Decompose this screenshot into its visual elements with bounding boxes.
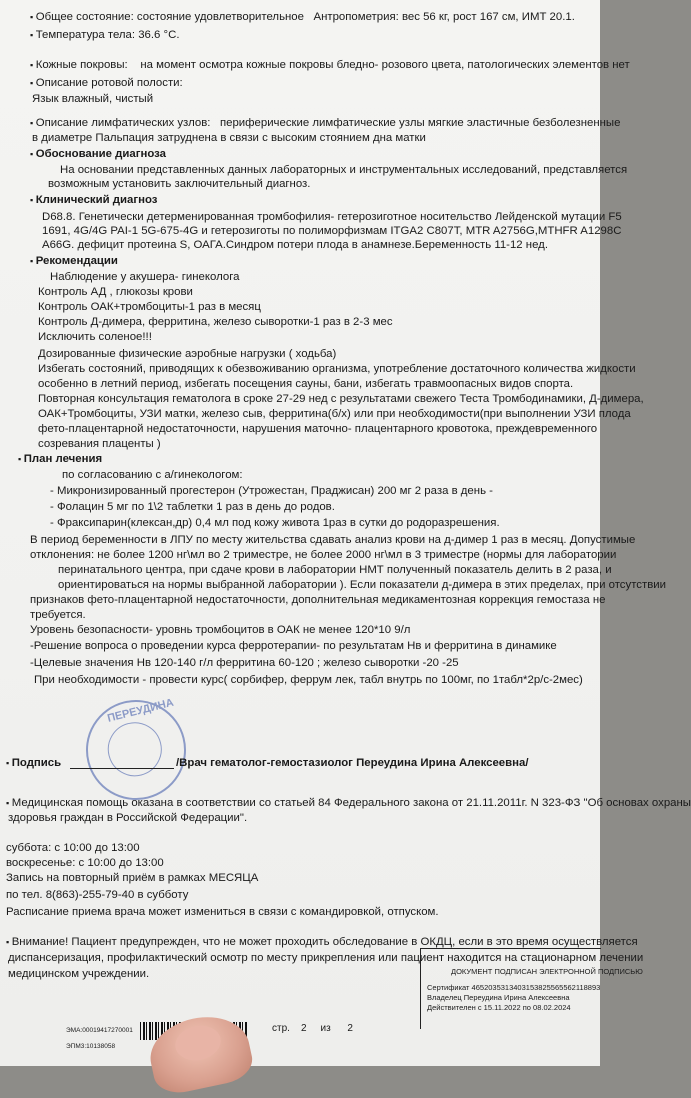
recommendation-item: особенно в летний период, избегать посещения сауны, бани, избегать травмоопасных видов спорта. (38, 378, 574, 390)
clinical-diagnosis-line2: 1691, 4G/4G PAI-1 5G-675-4G и гетерозиготы по полиморфизмам ITGA2 C807T, MTR A2756G,MTHFR A1298C (42, 225, 622, 237)
treatment-item: по согласованию с а/гинекологом: (62, 469, 243, 481)
treatment-item: - Микронизированный прогестерон (Утрожестан, Праджисан) 200 мг 2 раза в день - (50, 485, 493, 497)
recommendation-item: Повторная консультация гематолога в сроке 27-29 нед с результатами свежего Теста Тромбодинамики, Д-димера, (38, 393, 644, 405)
doctor-stamp: ПЕРЕУДИНА (75, 689, 196, 810)
schedule-line: суббота: с 10:00 до 13:00 (6, 842, 140, 854)
signature-label: ▪ Подпись (6, 756, 61, 770)
oral-label: ▪ Описание ротовой полости: (30, 76, 183, 90)
recommendations-title: ▪ Рекомендации (30, 254, 118, 268)
diagnosis-basis-title: ▪ Обоснование диагноза (30, 147, 166, 161)
diagnosis-basis-line2: возможным установить заключительный диагноз. (48, 178, 311, 190)
oral-text: Язык влажный, чистый (32, 93, 154, 105)
schedule-line: воскресенье: с 10:00 до 13:00 (6, 857, 164, 869)
recommendation-item: Контроль ОАК+тромбоциты-1 раз в месяц (38, 301, 261, 313)
treatment-item: Уровень безопасности- уровнь тромбоцитов в ОАК не менее 120*10 9/л (30, 624, 411, 636)
recommendation-item: Наблюдение у акушера- гинеколога (50, 271, 240, 283)
lymph-text-2: в диаметре Пальпация затруднена в связи с высоким стоянием дна матки (32, 132, 426, 144)
recommendation-item: Дозированные физические аэробные нагрузки ( ходьба) (38, 348, 337, 360)
epm-code: ЭПМ3:10138058 (66, 1043, 116, 1050)
law-line-2: здоровья граждан в Российской Федерации". (8, 812, 248, 824)
clinical-diagnosis-line1: D68.8. Генетически детерменированная тромбофилия- гетерозиготное носительство Лейденской мутации F5 (42, 211, 622, 223)
treatment-item: ориентироваться на нормы выбранной лаборатории ). Если показатели д-димера в этих пределах, при отсутствии (58, 579, 666, 591)
recommendation-item: Контроль АД , глюкозы крови (38, 286, 193, 298)
treatment-item: перинатального центра, при сдаче крови в лаборатории НМТ полученный показатель делить в 2 раза, и (58, 564, 612, 576)
emk-code: ЭМА:00019417270001 (66, 1027, 133, 1034)
temperature: ▪ Температура тела: 36.6 °C. (30, 28, 180, 42)
e-signature-owner: Владелец Переудина Ирина Алексеевна (427, 993, 570, 1002)
warning-line-1: ▪ Внимание! Пациент предупрежден, что не может проходить обследование в ОКДЦ, если в это время осуществляется (6, 935, 638, 949)
schedule-line: по тел. 8(863)-255-79-40 в субботу (6, 889, 189, 901)
clinical-diagnosis-line3: A66G. дефицит протеина S, ОАГА.Синдром потери плода в анамнезе.Беременность 11-12 нед. (42, 239, 548, 251)
treatment-item: При необходимости - провести курс( сорбифер, феррум лек, табл внутрь по 100мг, по 1табл*2р/с-2мес) (34, 674, 583, 686)
treatment-item: отклонения: не более 1200 нг\мл во 2 триместре, не более 2000 нг\мл в 3 триместре (нормы для лаборатории (30, 549, 617, 561)
recommendation-item: ОАК+Тромбоциты, УЗИ матки, железо сыв, ферритина(б/х) или при необходимости(при выполнении УЗИ плода (38, 408, 631, 420)
general-state: ▪ Общее состояние: состояние удовлетворительное Антропометрия: вес 56 кг, рост 167 см, ИМТ 20.1. (30, 10, 575, 24)
treatment-item: -Целевые значения Нв 120-140 г/л ферритина 60-120 ; железо сыворотки -20 -25 (30, 657, 459, 669)
doctor-name: /Врач гематолог-гемостазиолог Переудина Ирина Алексеевна/ (176, 757, 529, 769)
treatment-item: признаков фето-плацентарной недостаточности, дополнительная медикаментозная коррекция гемостаза не (30, 594, 606, 606)
treatment-item: требуется. (30, 609, 86, 621)
recommendation-item: Контроль Д-димера, ферритина, железо сыворотки-1 раз в 2-3 мес (38, 316, 393, 328)
signature-line (70, 768, 174, 769)
schedule-line: Расписание приема врача может измениться в связи с командировкой, отпуском. (6, 906, 439, 918)
schedule-line: Запись на повторный приём в рамках МЕСЯЦА (6, 872, 259, 884)
skin-exam: ▪ Кожные покровы: на момент осмотра кожные покровы бледно- розового цвета, патологических элементов нет (30, 58, 630, 72)
recommendation-item: созревания плаценты ) (38, 438, 161, 450)
e-signature-certificate: Сертификат 4652035313403153825565562118893 (427, 983, 601, 992)
treatment-item: - Фраксипарин(клексан,др) 0,4 мл под кожу живота 1раз в сутки до родоразрешения. (50, 517, 500, 529)
law-line-1: ▪ Медицинская помощь оказана в соответствии со статьей 84 Федерального закона от 21.11.2011г. N 323-ФЗ "Об основах охраны (6, 796, 691, 810)
clinical-diagnosis-title: ▪ Клинический диагноз (30, 193, 157, 207)
lymph-exam: ▪ Описание лимфатических узлов: периферические лимфатические узлы мягкие эластичные безболезненные (30, 116, 620, 130)
treatment-item: - Фолацин 5 мг по 1\2 таблетки 1 раз в день до родов. (50, 501, 335, 513)
warning-line-3: медицинском учреждении. (8, 968, 150, 980)
e-signature-box (420, 948, 643, 1029)
treatment-item: -Решение вопроса о проведении курса ферротерапии- по результатам Нв и ферритина в динамике (30, 640, 557, 652)
e-signature-title: ДОКУМЕНТ ПОДПИСАН ЭЛЕКТРОННОЙ ПОДПИСЬЮ (451, 967, 643, 976)
recommendation-item: Исключить соленое!!! (38, 331, 152, 343)
treatment-title: ▪ План лечения (18, 452, 102, 466)
recommendation-item: фето-плацентарной недостаточности, нарушения маточно- плацентарного кровотока, преждевременного (38, 423, 598, 435)
page-number: стр. 2 из 2 (272, 1023, 353, 1034)
treatment-item: В период беременности в ЛПУ по месту жительства сдавать анализ крови на д-димер 1 раз в месяц. Допустимые (30, 534, 636, 546)
e-signature-validity: Действителен с 15.11.2022 по 08.02.2024 (427, 1003, 571, 1012)
diagnosis-basis-line1: На основании представленных данных лабораторных и инструментальных исследований, представляется (60, 164, 628, 176)
warning-line-2: диспансеризация, профилактический осмотр по месту прикрепления или пациент находится на стационарном лечении (8, 952, 644, 964)
recommendation-item: Избегать состояний, приводящих к обезвоживанию организма, употребление достаточного количества жидкости (38, 363, 636, 375)
